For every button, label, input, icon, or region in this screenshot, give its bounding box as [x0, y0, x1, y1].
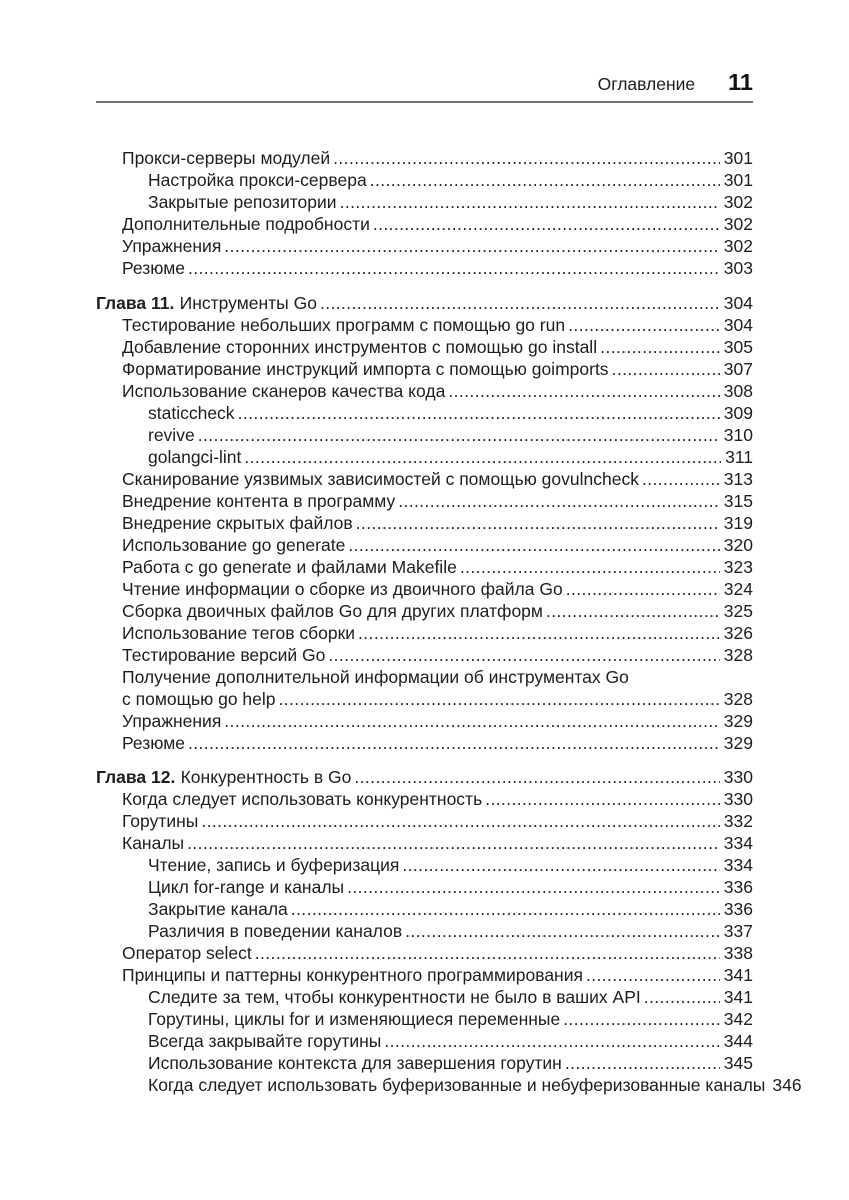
toc-page-number: 336	[723, 877, 753, 897]
dot-leader	[201, 810, 719, 832]
toc-page-number: 334	[723, 855, 753, 875]
toc-entry-label: Тестирование небольших программ с помощью go run	[122, 314, 566, 335]
toc-page-number: 302	[723, 214, 753, 234]
chapter-prefix-label: Глава 11.	[96, 292, 175, 313]
toc-entry-label: Сборка двоичных файлов Go для других платформ	[122, 600, 543, 621]
toc-entry-label: Чтение, запись и буферизация	[148, 855, 400, 875]
dot-leader	[448, 380, 719, 402]
toc-entry-label: Чтение информации о сборке из двоичного файла Go	[122, 578, 563, 599]
toc-page-number: 320	[723, 534, 753, 555]
toc-entry-label: Цикл for-range и каналы	[148, 877, 345, 897]
toc-row	[96, 292, 753, 314]
toc-row	[96, 788, 753, 810]
toc-entry-label: Добавление сторонних инструментов с помощью go install	[122, 336, 598, 357]
toc-page-number: 310	[723, 424, 753, 445]
toc-entry-label: Сканирование уязвимых зависимостей с помощью govulncheck	[122, 468, 639, 489]
dot-leader	[600, 336, 720, 358]
toc-row	[96, 710, 753, 732]
dot-leader	[320, 292, 720, 314]
toc-entry-label: Конкурентность в Go	[180, 767, 352, 787]
toc-page-number: 342	[723, 1009, 753, 1029]
dot-leader	[198, 424, 720, 446]
toc-entry-label: Упражнения	[122, 710, 222, 731]
toc-entry-label: Когда следует использовать конкурентность	[122, 789, 483, 809]
toc-page-number: 302	[723, 236, 753, 256]
toc-page-number: 332	[723, 811, 753, 831]
toc-entry-label: Настройка прокси-сервера	[148, 170, 367, 190]
toc-row	[96, 512, 753, 534]
toc-entry-label: Когда следует использовать буферизованные и небуферизованные каналы	[148, 1075, 766, 1095]
toc-row	[96, 534, 753, 556]
toc-page-number: 338	[723, 943, 753, 963]
toc-entry-label: Внедрение скрытых файлов	[122, 512, 353, 533]
toc-entry-label: Форматирование инструкций импорта с помощью goimports	[122, 358, 609, 379]
toc-row	[96, 832, 753, 854]
toc-page-number: 315	[723, 490, 753, 511]
dot-leader	[546, 600, 720, 622]
toc-page-number: 326	[723, 622, 753, 643]
dot-leader	[340, 191, 720, 213]
dot-leader	[402, 854, 719, 876]
dot-leader	[347, 876, 720, 898]
dot-leader	[348, 534, 719, 556]
toc-page-number: 304	[723, 292, 753, 313]
toc-page-number: 330	[723, 767, 753, 787]
dot-leader	[224, 235, 720, 257]
dot-leader	[460, 556, 720, 578]
toc-entry-label: Резюме	[122, 732, 185, 753]
toc-row	[96, 600, 753, 622]
toc-page-number: 346	[772, 1075, 802, 1095]
toc-row	[96, 556, 753, 578]
toc-row	[96, 688, 753, 710]
toc-row	[96, 964, 753, 986]
dot-leader	[384, 1030, 719, 1052]
toc-page-number: 344	[723, 1031, 753, 1051]
dot-leader	[279, 688, 720, 710]
toc-entry-label: Различия в поведении каналов	[148, 921, 403, 941]
toc-page-number: 313	[723, 468, 753, 489]
toc-row	[96, 490, 753, 512]
dot-leader	[188, 257, 720, 279]
toc-row	[96, 854, 753, 876]
toc-row	[96, 169, 753, 191]
toc-entry-label: Внедрение контента в программу	[122, 490, 396, 511]
toc-row	[96, 578, 753, 600]
dot-leader	[244, 446, 721, 468]
page-number: 11	[728, 68, 753, 95]
toc-page-number: 323	[723, 556, 753, 577]
toc-entry-label: Всегда закрывайте горутины	[148, 1031, 382, 1051]
toc-row	[96, 235, 753, 257]
toc-entry-label: Тестирование версий Go	[122, 644, 326, 665]
dot-leader	[612, 358, 720, 380]
toc-row	[96, 810, 753, 832]
toc-page-number: 324	[723, 578, 753, 599]
toc-row	[96, 147, 753, 169]
dot-leader	[187, 832, 720, 854]
dot-leader	[188, 732, 720, 754]
toc-row	[96, 666, 753, 688]
toc-page-number: 325	[723, 600, 753, 621]
toc-page-number: 301	[723, 170, 753, 190]
toc-entry-label: Следите за тем, чтобы конкурентности не было в ваших API	[148, 987, 641, 1007]
toc-page-number: 341	[723, 965, 753, 985]
dot-leader	[358, 622, 720, 644]
toc-row	[96, 257, 753, 279]
dot-leader	[333, 147, 720, 169]
toc-entry-label: Принципы и паттерны конкурентного программирования	[122, 965, 583, 985]
dot-leader	[224, 710, 720, 732]
toc-page-number: 304	[723, 314, 753, 335]
dot-leader	[565, 1052, 720, 1074]
toc-row	[96, 1074, 802, 1096]
toc-page-number: 329	[723, 732, 753, 753]
toc-row	[96, 622, 753, 644]
dot-leader	[644, 986, 720, 1008]
toc-entry-label: Использование контекста для завершения горутин	[148, 1053, 562, 1073]
toc-page-number: 302	[723, 192, 753, 212]
toc-page-number: 303	[723, 258, 753, 278]
toc-row	[96, 314, 753, 336]
dot-leader	[373, 213, 720, 235]
toc-row	[96, 191, 753, 213]
toc-entry-label: Работа с go generate и файлами Makefile	[122, 556, 457, 577]
toc-entry-label: Использование тегов сборки	[122, 622, 356, 643]
dot-leader	[405, 920, 720, 942]
chapter-prefix-label: Глава 12.	[96, 767, 176, 787]
toc-entry-label: Горутины, циклы for и изменяющиеся переменные	[148, 1009, 561, 1029]
dot-leader	[255, 942, 720, 964]
dot-leader	[563, 1008, 720, 1030]
toc-row	[96, 402, 753, 424]
toc-page-number: 336	[723, 899, 753, 919]
toc-page-number: 319	[723, 512, 753, 533]
dot-leader	[356, 512, 720, 534]
dot-leader	[398, 490, 720, 512]
running-title: Оглавление	[597, 73, 696, 94]
toc-page-number: 309	[723, 402, 753, 423]
toc-entry-label: Получение дополнительной информации об инструментах Go	[122, 666, 629, 687]
toc-page-number: 330	[723, 789, 753, 809]
toc-row	[96, 213, 753, 235]
toc-page-number: 308	[723, 380, 753, 401]
toc-entry-label: Закрытые репозитории	[148, 192, 337, 212]
dot-leader	[642, 468, 720, 490]
toc-row	[96, 380, 753, 402]
toc-row	[96, 732, 753, 754]
dot-leader	[485, 788, 720, 810]
toc-entry-label: Горутины	[122, 811, 199, 831]
toc-row	[96, 468, 753, 490]
toc-entry-label: revive	[148, 424, 195, 445]
toc-row	[96, 876, 753, 898]
dot-leader	[238, 402, 720, 424]
toc-page-number: 329	[723, 710, 753, 731]
toc-page-number: 334	[723, 833, 753, 853]
toc-entry-label: с помощью go help	[122, 688, 276, 709]
toc-entry-label: staticcheck	[148, 402, 235, 423]
toc-row	[96, 358, 753, 380]
toc-entry-label: Каналы	[122, 833, 185, 853]
toc-row	[96, 986, 753, 1008]
dot-leader	[328, 644, 719, 666]
toc-entry-label: Использование go generate	[122, 534, 346, 555]
toc-page-number: 328	[723, 644, 753, 665]
dot-leader	[566, 578, 720, 600]
toc-page-number: 337	[723, 921, 753, 941]
dot-leader	[354, 766, 719, 788]
toc-page-number: 307	[723, 358, 753, 379]
dot-leader	[291, 898, 720, 920]
header-row	[597, 68, 753, 95]
dot-leader	[568, 314, 720, 336]
toc-page-number: 311	[725, 446, 753, 467]
dot-leader	[586, 964, 720, 986]
toc-row	[96, 336, 753, 358]
toc-entry-label: Инструменты Go	[179, 292, 317, 313]
toc-entry-label: Оператор select	[122, 943, 252, 963]
toc-entry-label: golangci-lint	[148, 446, 242, 467]
toc-row	[96, 1052, 753, 1074]
toc-row	[96, 1030, 753, 1052]
toc-page-number: 328	[723, 688, 753, 709]
toc-entry-label: Упражнения	[122, 236, 222, 256]
toc-entry-label: Прокси-серверы модулей	[122, 148, 331, 168]
toc-row	[96, 424, 753, 446]
toc-page-number: 341	[723, 987, 753, 1007]
toc-row	[96, 898, 753, 920]
toc-entry-label: Резюме	[122, 258, 185, 278]
toc-page-number: 305	[723, 336, 753, 357]
toc-page-number: 301	[723, 148, 753, 168]
dot-leader	[370, 169, 720, 191]
toc-row	[96, 1008, 753, 1030]
toc-row	[96, 920, 753, 942]
page-header	[96, 0, 753, 103]
toc-row	[96, 446, 753, 468]
toc-row	[96, 942, 753, 964]
toc-entry-label: Дополнительные подробности	[122, 214, 370, 234]
toc-entry-label: Закрытие канала	[148, 899, 288, 919]
toc-row	[96, 766, 753, 788]
toc-page-number: 345	[723, 1053, 753, 1073]
toc-list	[96, 147, 802, 1096]
toc-entry-label: Использование сканеров качества кода	[122, 380, 446, 401]
toc-row	[96, 644, 753, 666]
